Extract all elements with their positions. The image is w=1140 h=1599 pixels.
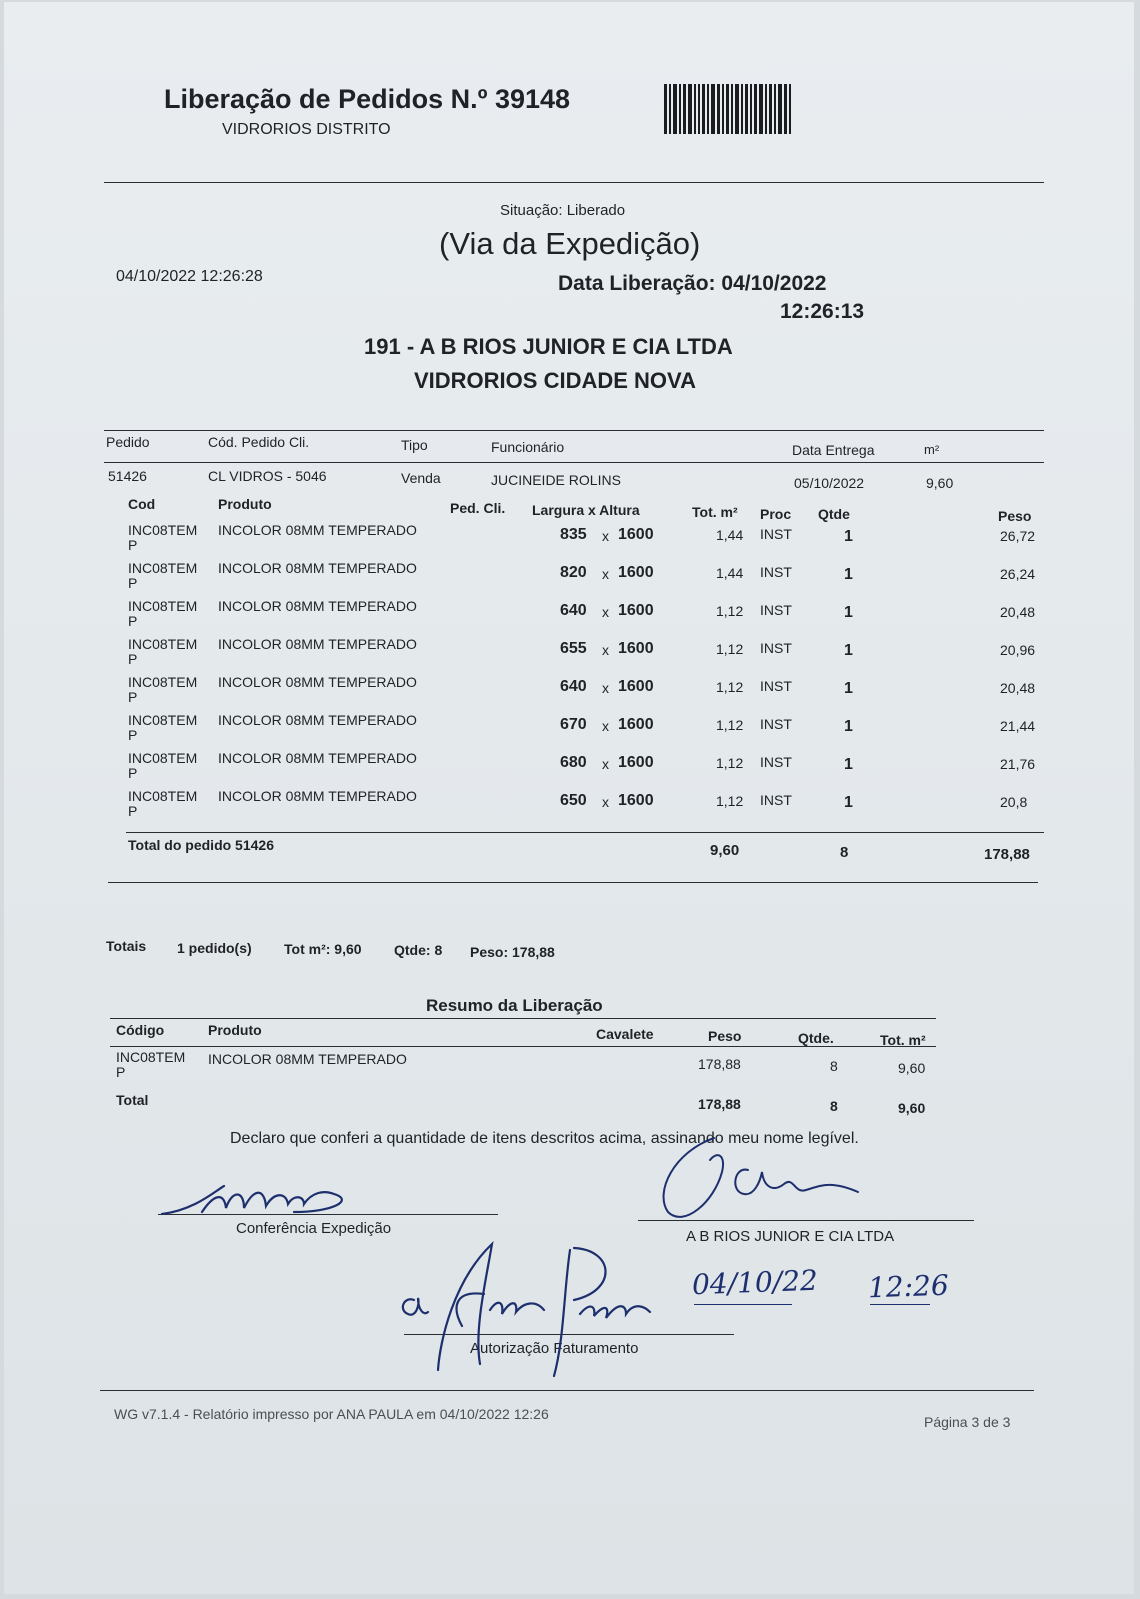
item-dim-separator: x [602,680,609,696]
item-proc: INST [760,754,792,770]
situation-status: Situação: Liberado [500,202,626,219]
item-peso: 26,72 [1000,528,1036,544]
totals-m2: Tot m²: 9,60 [284,941,362,957]
order-type: Venda [401,470,441,486]
item-proc: INST [760,564,792,580]
barcode-bar [765,84,767,134]
handwritten-time: 12:26 [867,1268,950,1305]
handwritten-underline [870,1304,930,1305]
summary-col-tot-m2: Tot. m² [880,1032,926,1048]
item-code: INC08TEM [128,636,198,652]
item-width: 640 [560,602,587,619]
item-code-suffix: P [128,537,138,553]
divider [126,832,1044,833]
summary-row-qtde: 8 [830,1058,838,1074]
barcode-bar [784,84,787,134]
item-product: INCOLOR 08MM TEMPERADO [218,788,417,804]
item-height: 1600 [618,716,654,733]
client-order-code: CL VIDROS - 5046 [208,468,327,484]
item-tot-m2: 1,12 [716,679,744,695]
item-tot-m2: 1,12 [716,755,744,771]
item-code-suffix: P [128,613,138,629]
item-qtde: 1 [844,680,853,697]
footer-page-number: Página 3 de 3 [924,1414,1011,1430]
item-qtde: 1 [844,794,853,811]
document-title: Liberação de Pedidos N.º 39148 [164,84,571,114]
item-width: 680 [560,754,587,771]
client-store: VIDRORIOS CIDADE NOVA [414,368,696,393]
barcode-bar [717,84,720,134]
item-height: 1600 [618,602,654,619]
item-qtde: 1 [844,642,853,659]
col-ped-cli: Ped. Cli. [450,500,506,516]
totals-peso: Peso: 178,88 [470,944,555,960]
barcode-bar [731,84,733,134]
order-total-m2: 9,60 [710,842,740,859]
item-width: 650 [560,792,587,809]
document-page [4,2,1134,1594]
summary-row-peso: 178,88 [698,1056,741,1072]
barcode-bar [711,84,715,134]
col-proc: Proc [760,506,792,522]
barcode-bar [673,84,677,134]
barcode-bar [694,84,696,134]
print-timestamp: 04/10/2022 12:26:28 [116,268,263,285]
barcode-bar [669,84,671,134]
item-code-suffix: P [128,765,138,781]
item-width: 820 [560,564,587,581]
item-product: INCOLOR 08MM TEMPERADO [218,674,417,690]
item-dim-separator: x [602,566,609,582]
item-product: INCOLOR 08MM TEMPERADO [218,522,417,538]
barcode-bar [774,84,776,134]
divider [104,182,1044,183]
barcode-bar [698,84,700,134]
item-product: INCOLOR 08MM TEMPERADO [218,598,417,614]
handwritten-date: 04/10/22 [691,1263,819,1302]
item-tot-m2: 1,12 [716,641,744,657]
item-dim-separator: x [602,642,609,658]
col-cod-pedido-cli: Cód. Pedido Cli. [208,434,310,450]
summary-row-product: INCOLOR 08MM TEMPERADO [208,1051,407,1067]
item-peso: 20,96 [1000,642,1036,658]
item-code-suffix: P [128,575,138,591]
barcode-bar [745,84,748,134]
handwritten-signature-autorizacao [394,1240,694,1380]
item-code-suffix: P [128,727,138,743]
item-dim-separator: x [602,604,609,620]
item-width: 835 [560,526,587,543]
item-height: 1600 [618,678,654,695]
order-number: 51426 [108,468,147,484]
order-total-qtde: 8 [840,844,849,861]
barcode-bar [679,84,681,134]
summary-total-label: Total [116,1092,149,1108]
summary-title: Resumo da Liberação [426,996,603,1015]
item-code: INC08TEM [128,750,198,766]
barcode-bar [789,84,791,134]
barcode-bar [664,84,667,134]
item-code-suffix: P [128,689,138,705]
item-qtde: 1 [844,718,853,735]
item-code-suffix: P [128,651,138,667]
item-product: INCOLOR 08MM TEMPERADO [218,712,417,728]
item-proc: INST [760,792,792,808]
item-tot-m2: 1,44 [716,527,744,543]
delivery-date: 05/10/2022 [794,475,865,491]
barcode-bar [759,84,763,134]
barcode-bar [707,84,709,134]
handwritten-signature-conferencia [154,1172,364,1222]
item-height: 1600 [618,526,654,543]
release-time: 12:26:13 [780,300,865,323]
item-dim-separator: x [602,794,609,810]
divider [104,430,1044,431]
company-name: VIDRORIOS DISTRITO [222,121,391,138]
barcode-bar [754,84,757,134]
order-total-peso: 178,88 [984,846,1030,863]
col-funcionario: Funcionário [491,439,565,455]
totals-orders: 1 pedido(s) [177,940,252,956]
barcode-bar [778,84,782,134]
item-width: 670 [560,716,587,733]
via-label: (Via da Expedição) [439,226,701,261]
order-m2: 9,60 [926,475,954,491]
divider [104,462,1044,463]
item-dim-separator: x [602,528,609,544]
item-dim-separator: x [602,718,609,734]
signature-label-autorizacao: Autorização Faturamento [470,1340,639,1357]
summary-col-peso: Peso [708,1028,742,1044]
item-proc: INST [760,526,792,542]
item-qtde: 1 [844,566,853,583]
barcode-bar [683,84,686,134]
item-proc: INST [760,640,792,656]
item-peso: 26,24 [1000,566,1036,582]
barcode-bar [722,84,724,134]
item-code: INC08TEM [128,674,198,690]
summary-col-qtde: Qtde. [798,1030,834,1046]
item-height: 1600 [618,640,654,657]
item-qtde: 1 [844,528,853,545]
item-code-suffix: P [128,803,138,819]
handwritten-signature-cliente [644,1132,874,1232]
item-code: INC08TEM [128,598,198,614]
item-code: INC08TEM [128,522,198,538]
item-proc: INST [760,602,792,618]
item-height: 1600 [618,564,654,581]
barcode-bar [735,84,739,134]
item-width: 640 [560,678,587,695]
client-name: 191 - A B RIOS JUNIOR E CIA LTDA [364,334,733,359]
barcode-icon [664,84,830,134]
col-dimensions: Largura x Altura [532,502,640,518]
divider [110,1046,936,1047]
item-product: INCOLOR 08MM TEMPERADO [218,750,417,766]
divider [108,882,1038,883]
item-height: 1600 [618,792,654,809]
divider [110,1018,936,1019]
col-cod: Cod [128,496,156,512]
item-peso: 21,76 [1000,756,1036,772]
col-produto: Produto [218,496,272,512]
footer-printed-by: WG v7.1.4 - Relatório impresso por ANA PAULA em 04/10/2022 12:26 [114,1406,549,1422]
item-tot-m2: 1,12 [716,717,744,733]
summary-row-code-line2: P [116,1064,126,1080]
col-pedido: Pedido [106,434,150,450]
summary-row-tot-m2: 9,60 [898,1060,926,1076]
handwritten-underline [694,1304,792,1305]
item-peso: 20,8 [1000,794,1028,810]
signature-label-cliente: A B RIOS JUNIOR E CIA LTDA [686,1228,895,1245]
col-tipo: Tipo [401,437,428,453]
employee-name: JUCINEIDE ROLINS [491,472,621,488]
item-peso: 20,48 [1000,680,1036,696]
item-product: INCOLOR 08MM TEMPERADO [218,636,417,652]
totals-label: Totais [106,938,147,954]
release-date: Data Liberação: 04/10/2022 [558,272,827,295]
item-qtde: 1 [844,756,853,773]
item-height: 1600 [618,754,654,771]
summary-total-tot-m2: 9,60 [898,1100,926,1116]
col-peso: Peso [998,508,1032,524]
signature-label-conferencia: Conferência Expedição [236,1220,392,1237]
col-m2: m² [924,442,940,457]
declaration-text: Declaro que conferi a quantidade de itens descritos acima, assinando meu nome legível. [230,1130,859,1147]
item-qtde: 1 [844,604,853,621]
item-peso: 20,48 [1000,604,1036,620]
item-peso: 21,44 [1000,718,1036,734]
summary-row-code [116,1050,185,1080]
col-qtde: Qtde [818,506,850,522]
item-code: INC08TEM [128,788,198,804]
summary-row-code-line1: INC08TEM [116,1049,186,1065]
summary-col-cavalete: Cavalete [596,1026,654,1042]
barcode-bar [688,84,692,134]
summary-total-peso: 178,88 [698,1096,741,1112]
divider [100,1390,1034,1391]
summary-col-codigo: Código [116,1022,165,1038]
item-code: INC08TEM [128,560,198,576]
item-code: INC08TEM [128,712,198,728]
item-proc: INST [760,716,792,732]
totals-qtde: Qtde: 8 [394,942,443,958]
item-tot-m2: 1,12 [716,793,744,809]
barcode-bar [726,84,729,134]
item-dim-separator: x [602,756,609,772]
col-data-entrega: Data Entrega [792,442,875,458]
item-product: INCOLOR 08MM TEMPERADO [218,560,417,576]
col-tot-m2: Tot. m² [692,504,738,520]
summary-col-produto: Produto [208,1022,262,1038]
barcode-bar [750,84,752,134]
barcode-bar [702,84,705,134]
barcode-bar [769,84,772,134]
barcode-bar [741,84,743,134]
item-tot-m2: 1,44 [716,565,744,581]
item-width: 655 [560,640,587,657]
item-tot-m2: 1,12 [716,603,744,619]
order-total-label: Total do pedido 51426 [128,837,274,853]
item-proc: INST [760,678,792,694]
summary-total-qtde: 8 [830,1098,838,1114]
